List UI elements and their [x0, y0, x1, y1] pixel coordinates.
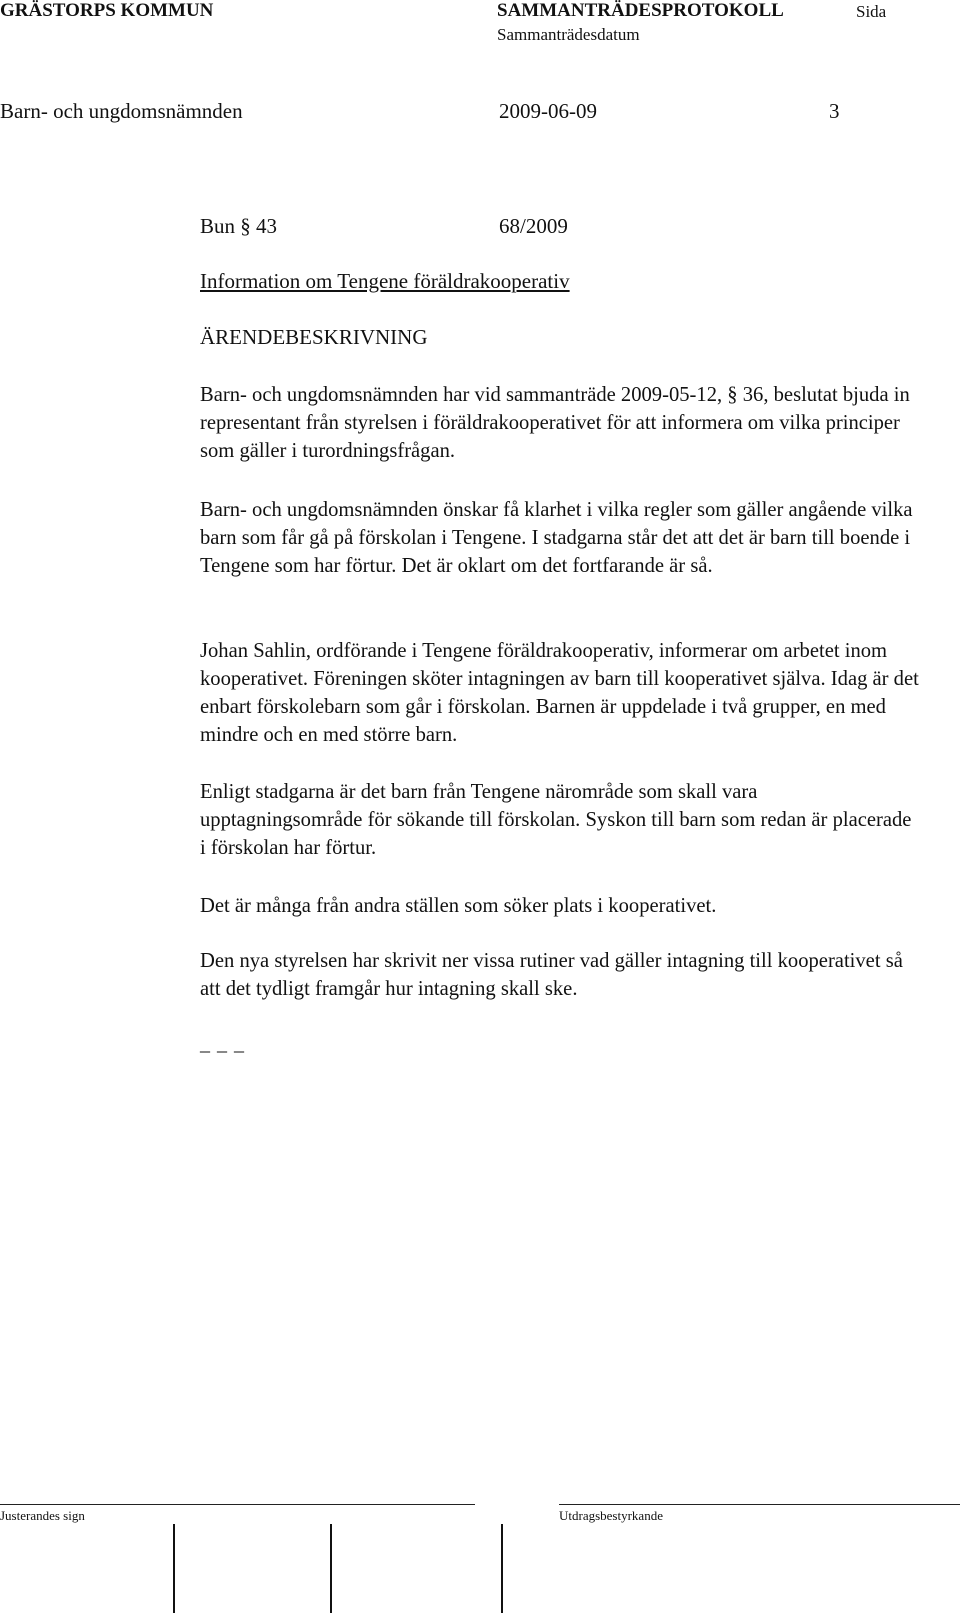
- paragraph-2: Barn- och ungdomsnämnden önskar få klarhet i vilka regler som gäller angående vilka barn som får gå på förskolan i Tengene. I stadgarna står det att det är barn till boende i Tengene som har förtur. Det är oklart om det fortfarande är så.: [200, 499, 913, 577]
- page-number: 3: [829, 99, 840, 123]
- committee-name: Barn- och ungdomsnämnden: [0, 99, 243, 123]
- section-number: Bun § 43: [200, 214, 278, 238]
- signature-box-divider: [501, 1524, 503, 1613]
- paragraph-6: Den nya styrelsen har skrivit ner vissa rutiner vad gäller intagning till kooperativet så att det tydligt framgår hur intagning skall ske.: [200, 950, 903, 1000]
- meeting-date: 2009-06-09: [499, 99, 597, 123]
- meeting-date-label: Sammanträdesdatum: [497, 25, 640, 44]
- document-type: SAMMANTRÄDESPROTOKOLL: [497, 0, 784, 21]
- page-label: Sida: [856, 2, 887, 21]
- utdragsbestyrkande-label: Utdragsbestyrkande: [559, 1508, 663, 1523]
- signature-box-divider: [330, 1524, 332, 1613]
- diary-number: 68/2009: [499, 214, 568, 238]
- end-marker: _ _ _: [200, 1033, 245, 1055]
- municipality-name: GRÄSTORPS KOMMUN: [0, 0, 214, 21]
- case-title: Information om Tengene föräldrakooperativ: [200, 269, 570, 293]
- paragraph-4: Enligt stadgarna är det barn från Tengene närområde som skall vara upptagningsområde för sökande till förskolan. Syskon till barn som redan är placerade i förskolan har förtur.: [200, 781, 912, 859]
- signature-box-divider: [173, 1524, 175, 1613]
- justerandes-sign-label: Justerandes sign: [0, 1508, 85, 1523]
- paragraph-5: Det är många från andra ställen som söker plats i kooperativet.: [200, 895, 717, 917]
- footer-rule-left: [0, 1504, 475, 1505]
- paragraph-3: Johan Sahlin, ordförande i Tengene föräldrakooperativ, informerar om arbetet inom kooperativet. Föreningen sköter intagningen av barn till kooperativet själva. Idag är det enbart förskolebarn som går i förskolan. Barnen är uppdelade i två grupper, en med mindre och en med större barn.: [200, 640, 919, 746]
- paragraph-1: Barn- och ungdomsnämnden har vid sammanträde 2009-05-12, § 36, beslutat bjuda in representant från styrelsen i föräldrakooperativet för att informera om vilka principer som gäller i turordningsfrågan.: [200, 384, 910, 462]
- footer-rule-right: [559, 1504, 960, 1505]
- section-heading: ÄRENDEBESKRIVNING: [200, 325, 428, 349]
